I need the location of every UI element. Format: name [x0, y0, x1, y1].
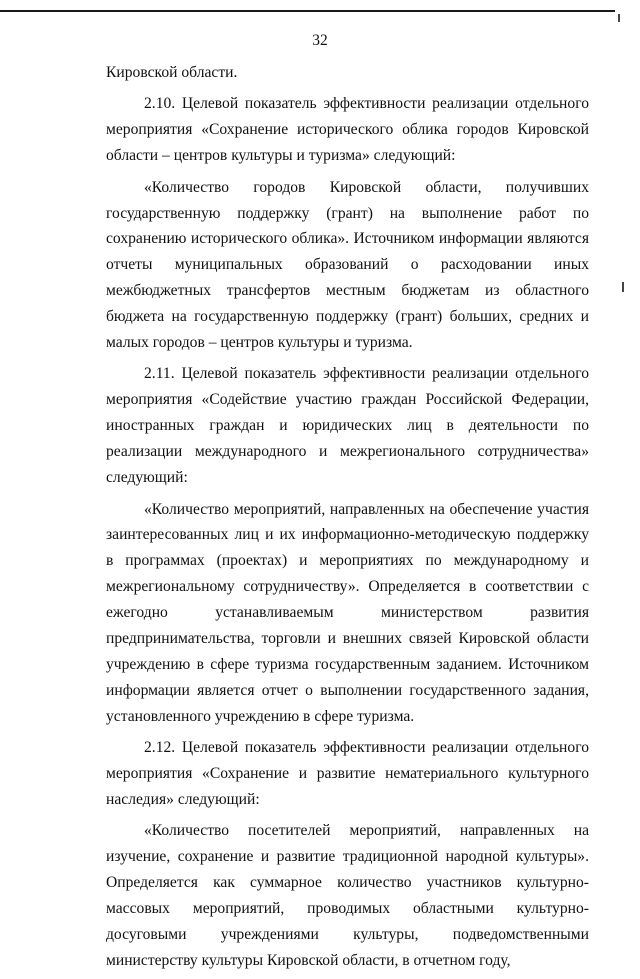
scan-mark-top: [618, 14, 620, 22]
paragraph-continuation: Кировской области.: [106, 64, 238, 81]
page-number: 32: [312, 32, 328, 49]
paragraph-indicator-2-10: «Количество городов Кировской области, получивших государственную поддержку (грант) на выполнение работ по сохранению исторического облика». Источником информации являются отчеты муниципальных образований о расходовании иных межбюджетных трансфертов местным бюджетам из областного бюджета на государственную поддержку (грант) больших, средних и малых городов – центров культуры и туризма.: [106, 178, 589, 352]
paragraph-section-2-12: 2.12. Целевой показатель эффективности реализации отдельного мероприятия «Сохранение и развитие нематериального культурного наследия» следующий:: [106, 739, 589, 808]
paragraph-indicator-2-12: «Количество посетителей мероприятий, направленных на изучение, сохранение и развитие традиционной народной культуры». Определяется как суммарное количество участников культурно-массовых мероприятий, проводимых областными культурно-досуговыми учреждениями культуры, подведомственными министерству культуры Кировской области, в отчетном году,: [106, 822, 589, 969]
paragraph-section-2-11: 2.11. Целевой показатель эффективности реализации отдельного мероприятия «Содействие участию граждан Российской Федерации, иностранных граждан и юридических лиц в деятельности по реализации международного и межрегионального сотрудничества» следующий:: [106, 365, 589, 487]
top-border-line: [0, 10, 615, 12]
paragraph-indicator-2-11: «Количество мероприятий, направленных на обеспечение участия заинтересованных лиц и их информационно-методическую поддержку в программах (проектах) и мероприятиях по международному и межрегиональному сотрудничеству». Определяется в соответствии с ежегодно устанавливаемым министерством развития предпринимательства, торговли и внешних связей Кировской области учреждению в сфере туризма государственным заданием. Источником информации является отчет о выполнении государственного задания, установленного учреждению в сфере туризма.: [106, 500, 589, 725]
document-body: [106, 60, 589, 979]
paragraph-section-2-10: 2.10. Целевой показатель эффективности реализации отдельного мероприятия «Сохранение исторического облика городов Кировской области – центров культуры и туризма» следующий:: [106, 95, 589, 165]
scan-mark-right: [622, 282, 624, 292]
